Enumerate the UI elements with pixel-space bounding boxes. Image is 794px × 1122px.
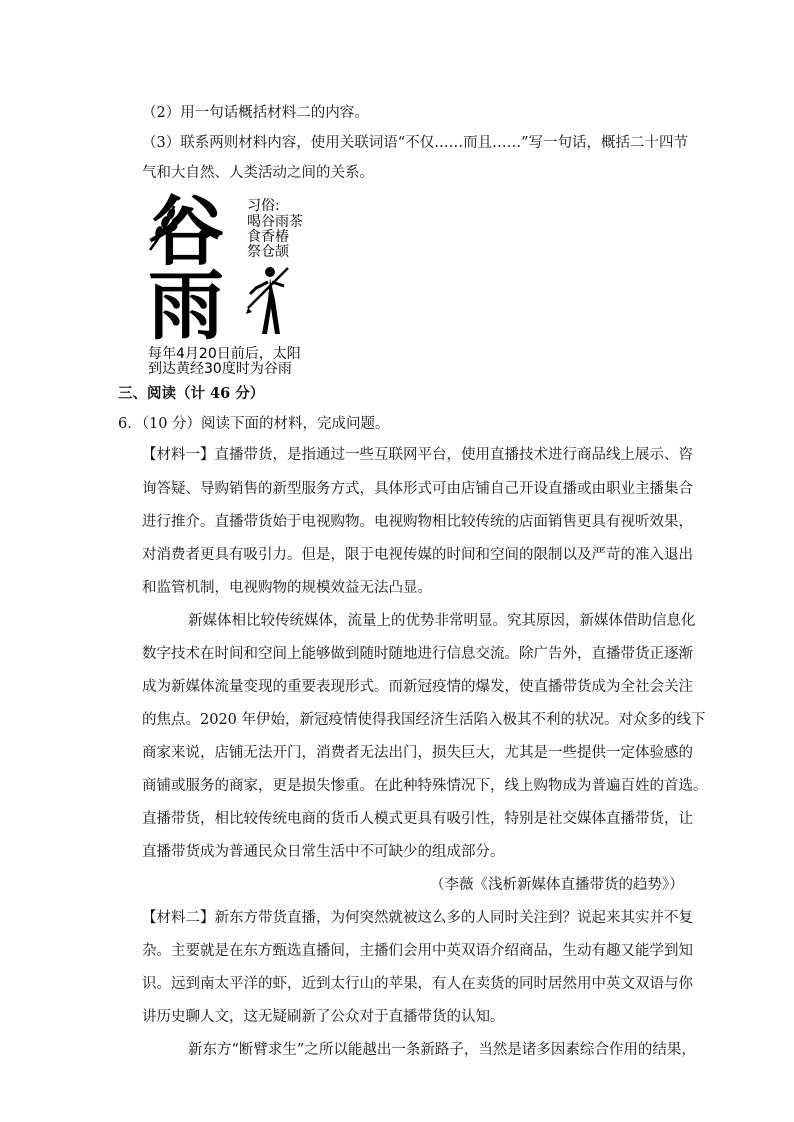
material-1-para-2-line-4: 的焦点。2020 年伊始，新冠疫情使得我国经济生活陷入极其不利的状况。对众多的线下 [142, 712, 706, 728]
material-2-line-3: 识。远到南太平洋的虾，近到太行山的苹果，有人在卖货的同时居然用中英文双语与你 [142, 976, 693, 992]
material-1-line-3: 进行推介。直播带货始于电视购物。电视购物相比较传统的店面销售更具有视听效果， [142, 514, 693, 530]
material-1-para-2-line-1: 新媒体相比较传统媒体，流量上的优势非常明显。究其原因，新媒体借助信息化 [188, 613, 696, 629]
grain-rain-poster [140, 187, 310, 377]
material-1-citation: （李薇《浅析新媒体直播带货的趋势》） [430, 877, 684, 893]
material-2-line-1: 【材料二】新东方带货直播，为何突然就被这么多的人同时关注到？说起来其实并不复 [142, 910, 693, 926]
poster-custom-2: 食香椿 [247, 229, 289, 245]
material-1-line-5: 和监管机制，电视购物的规模效益无法凸显。 [142, 580, 432, 596]
material-1-line-1: 【材料一】直播带货，是指通过一些互联网平台，使用直播技术进行商品线上展示、咨 [142, 447, 693, 463]
question-3-line-1: （3）联系两则材料内容，使用关联词语“不仅……而且……”写一句话，概括二十四节 [142, 135, 689, 151]
question-3-line-2: 气和大自然、人类活动之间的关系。 [142, 165, 374, 181]
poster-custom-3: 祭仓颉 [247, 244, 289, 260]
material-1-line-4: 对消费者更具有吸引力。但是，限于电视传媒的时间和空间的限制以及严苛的准入退出 [142, 547, 693, 563]
material-1-line-2: 询答疑、导购销售的新型服务方式，具体形式可由店铺自己开设直播或由职业主播集合 [142, 481, 693, 497]
material-1-para-2-line-7: 直播带货，相比较传统电商的货币人模式更具有吸引性，特别是社交媒体直播带货，让 [142, 811, 693, 827]
poster-title-char-1: 谷 [148, 187, 224, 276]
poster-caption-line-1: 每年4月20日前后，太阳 [148, 346, 301, 362]
material-2-line-4: 讲历史聊人文，这无疑刷新了公众对于直播带货的认知。 [142, 1009, 505, 1025]
material-1-para-2-line-8: 直播带货成为普通民众日常生活中不可缺少的组成部分。 [142, 844, 505, 860]
material-1-para-2-line-5: 商家来说，店铺无法开门，消费者无法出门，损失巨大，尤其是一些提供一定体验感的 [142, 745, 693, 761]
section-heading: 三、阅读（计 46 分） [118, 385, 265, 402]
material-2-line-2: 杂。主要就是在东方甄选直播间，主播们会用中英双语介绍商品，生动有趣又能学到知 [142, 943, 693, 959]
poster-customs-label: 习俗: [247, 198, 280, 214]
material-1-para-2-line-6: 商铺或服务的商家，更是损失惨重。在此种特殊情况下，线上购物成为普遍百姓的首选。 [142, 778, 708, 794]
poster-caption-line-2: 到达黄经30度时为谷雨 [148, 361, 292, 377]
poster-title-char-2: 雨 [148, 261, 224, 350]
question-2: （2）用一句话概括材料二的内容。 [142, 105, 369, 121]
question-6-intro: 6．（10 分）阅读下面的材料，完成问题。 [118, 416, 390, 432]
material-2-para-2-line-1: 新东方“断臂求生”之所以能越出一条新路子，当然是诸多因素综合作用的结果， [188, 1042, 696, 1058]
material-1-para-2-line-2: 数字技术在时间和空间上能够做到随时随地进行信息交流。除广告外，直播带货正逐渐 [142, 646, 693, 662]
poster-custom-1: 喝谷雨茶 [247, 214, 303, 230]
material-1-para-2-line-3: 成为新媒体流量变现的重要表现形式。而新冠疫情的爆发，使直播带货成为全社会关注 [142, 679, 693, 695]
farmer-figure-icon [244, 264, 294, 338]
